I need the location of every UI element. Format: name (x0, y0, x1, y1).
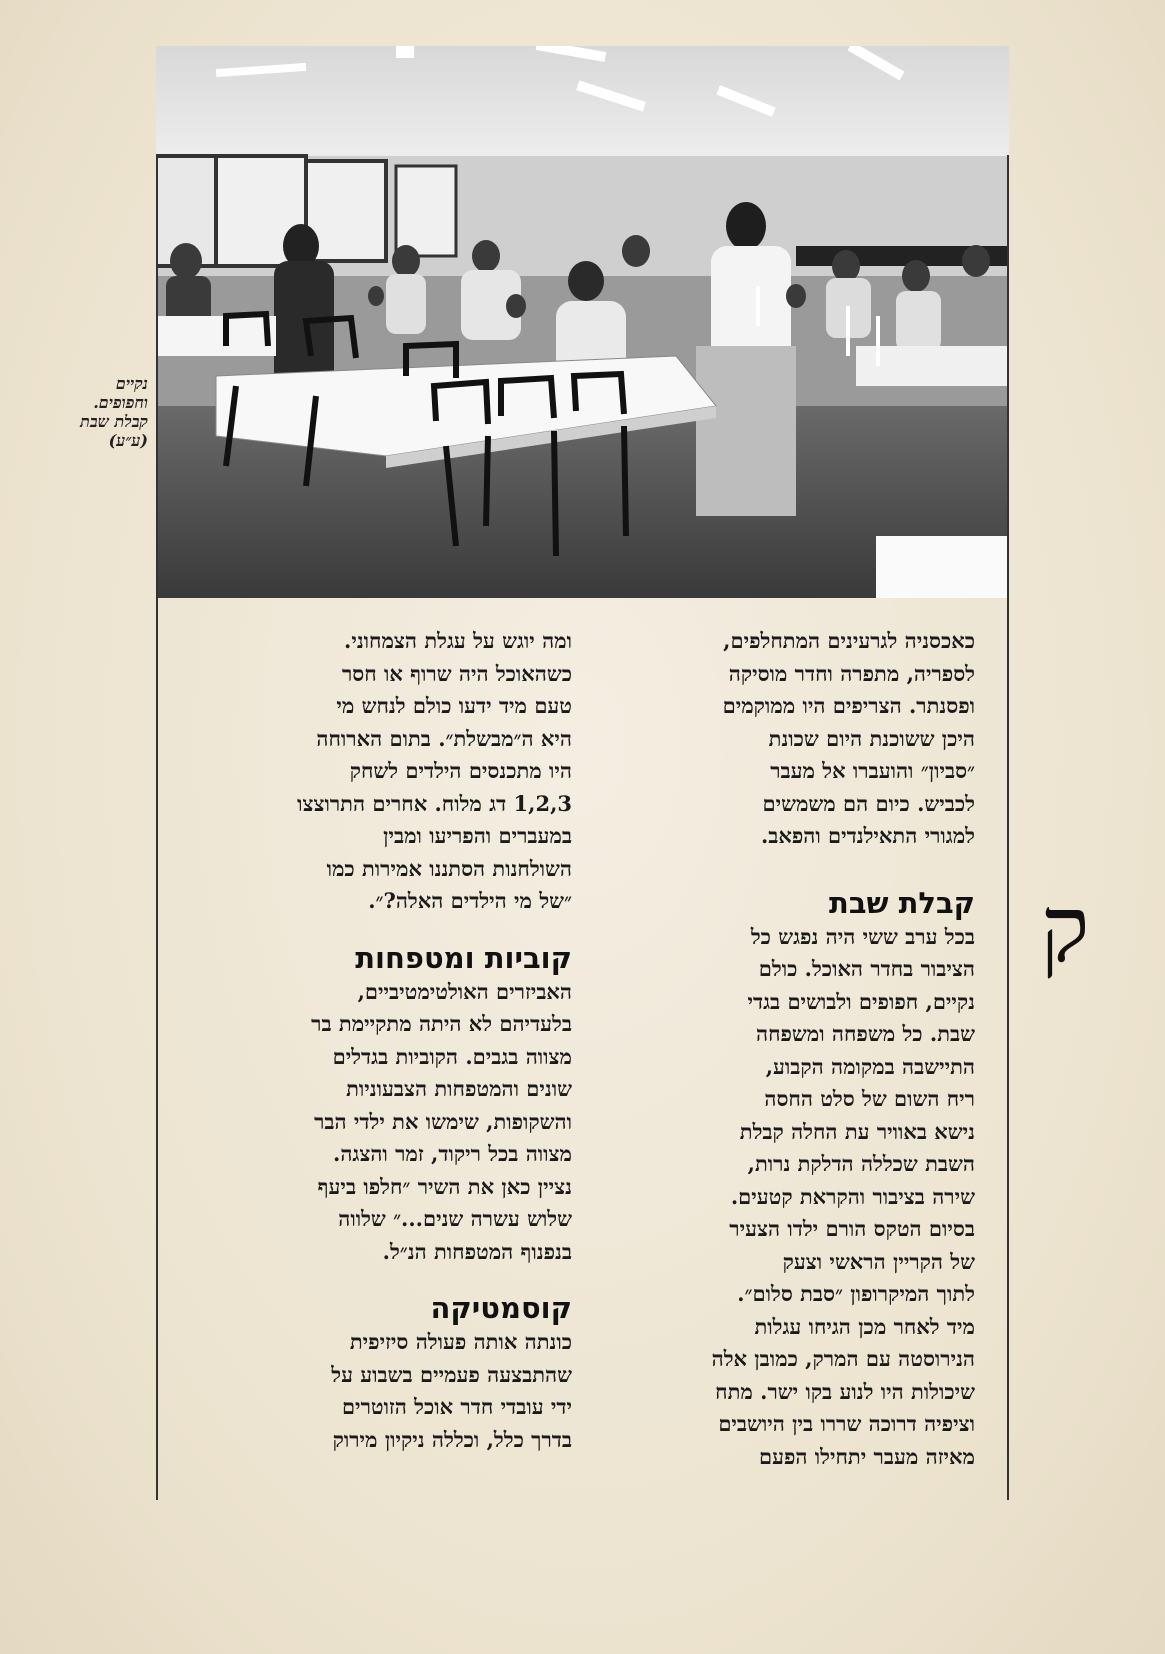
text-line: כונתה אותה פעולה סיזיפית (349, 1329, 572, 1354)
text-line: וציפיה דרוכה שררו בין היושבים (718, 1411, 975, 1436)
text-line: שהתבצעה פעמיים בשבוע על (331, 1361, 572, 1387)
section-letter: ק (1040, 876, 1090, 983)
text-line: מצווה בכל ריקוד, זמר והצגה. (333, 1141, 572, 1166)
text-line: היכן ששוכנת היום שכונת (768, 725, 975, 751)
text-line: בכל ערב ששי היה נפגש כל (750, 923, 975, 949)
text-line: שבת. כל משפחה ומשפחה (756, 1021, 975, 1046)
text-line: השבת שכללה הדלקת נרות, (747, 1151, 975, 1176)
text-line: והשקופות, שימשו את ילדי הבר (314, 1108, 572, 1134)
text-line: ״סביון״ והועברו אל מעבר (770, 758, 975, 783)
text-line: בסיום הטקס הורם ילדו הצעיר (729, 1216, 975, 1241)
caption-line: נקיים (115, 374, 148, 393)
text-line: נישא באוויר עת החלה קבלת (739, 1118, 975, 1144)
text-line: ריח השום של סלט החסה (764, 1086, 975, 1111)
text-line: במעברים והפריעו ומבין (383, 823, 572, 848)
text-line: האביזרים האולטימטיביים, (357, 978, 572, 1004)
left-column-rule (156, 160, 158, 1500)
text-line: מאיזה מעבר יתחילו הפעם (758, 1443, 975, 1469)
text-line: 1,2,3 דג מלוח. אחרים התרוצצו (297, 790, 572, 816)
text-line: ופסנתר. הצריפים היו ממוקמים (722, 693, 975, 718)
caption-line: וחפופים. (93, 393, 148, 412)
text-line: כאכסניה לגרעינים המתחלפים, (723, 628, 975, 653)
text-line: כשהאוכל היה שרוף או חסר (341, 660, 572, 686)
text-line: נציין כאן את השיר ״חלפו ביעף (317, 1173, 572, 1199)
caption-line: קבלת שבת (80, 412, 148, 431)
text-line: בדרך כלל, וכללה ניקיון מירוק (332, 1426, 572, 1452)
caption-line: (ע״ע) (108, 431, 148, 450)
text-line: ״של מי הילדים האלה?״. (368, 888, 572, 913)
text-line: שיכולות היו לנוע בקו ישר. מתח (715, 1378, 975, 1404)
text-line: היא ה״מבשלת״. בתום הארוחה (316, 725, 572, 751)
text-line: למגורי התאילנדים והפאב. (760, 823, 975, 848)
left-column (190, 625, 572, 1456)
dining-hall-image (156, 46, 1009, 598)
section-heading: קוביות ומטפחות (355, 940, 572, 975)
text-line: לתוך המיקרופון ״סבת סלום״. (737, 1281, 975, 1306)
text-line: השולחנות הסתננו אמירות כמו (326, 855, 572, 881)
text-line: בלעדיהם לא היתה מתקיימת בר (311, 1011, 572, 1036)
photo-caption (30, 374, 148, 450)
section-heading: קוסמטיקה (430, 1291, 572, 1325)
text-line: שונים והמטפחות הצבעוניות (346, 1076, 572, 1101)
text-line: מצווה בגבים. הקוביות בגדלים (332, 1043, 572, 1069)
text-line: היו מתכנסים הילדים לשחק (349, 758, 572, 783)
text-line: שירה בציבור והקראת קטעים. (730, 1183, 975, 1209)
text-line: לספריה, מתפרה וחדר מוסיקה (728, 660, 975, 686)
text-line: נקיים, חפופים ולבושים בגדי (747, 988, 975, 1014)
dining-hall-photo (156, 46, 1009, 598)
text-line: ומה יוגש על עגלת הצמחוני. (344, 628, 572, 653)
text-line: הציבור בחדר האוכל. כולם (758, 956, 975, 981)
section-heading: קבלת שבת (829, 885, 975, 920)
text-line: מיד לאחר מכן הגיחו עגלות (754, 1313, 975, 1339)
text-line: בנפנוף המטפחות הנ״ל. (382, 1238, 572, 1264)
text-line: שלוש עשרה שנים...״ שלווה (338, 1206, 572, 1231)
text-line: הנירוסטה עם המרק, כמובן אלה (711, 1346, 975, 1371)
right-column (600, 625, 975, 1473)
text-line: לכביש. כיום הם משמשים (762, 790, 975, 816)
text-line: טעם מיד ידעו כולם לנחש מי (336, 693, 572, 718)
text-line: ידי עובדי חדר אוכל הזוטרים (341, 1394, 572, 1419)
text-line: של הקריין הראשי וצעק (782, 1248, 975, 1274)
text-line: התיישבה במקומה הקבוע, (765, 1053, 975, 1079)
right-column-rule (1007, 155, 1009, 1500)
